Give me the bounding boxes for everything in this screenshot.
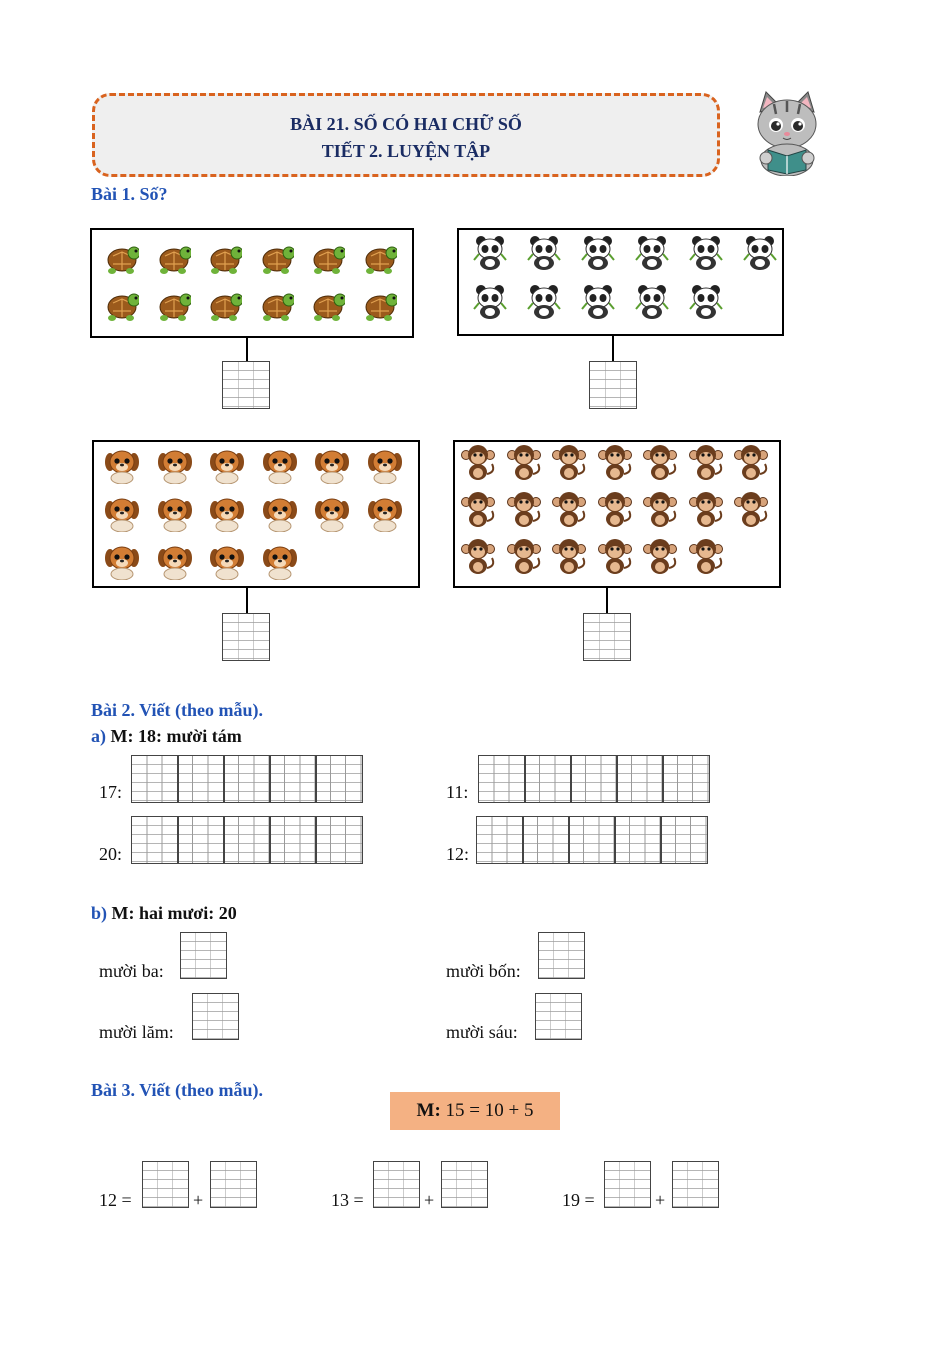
monkey-icon: [551, 538, 587, 574]
puppy-icon: [104, 496, 140, 532]
monkey-icon: [733, 491, 769, 527]
puppy-icon: [104, 544, 140, 580]
panda-icon: [580, 234, 616, 270]
monkey-icon: [460, 538, 496, 574]
turtle-group-box: [90, 228, 414, 338]
answer-cell-puppies[interactable]: [222, 613, 270, 661]
puppy-icon: [209, 496, 245, 532]
puppy-icon: [262, 496, 298, 532]
answer-cell-muoi-lam[interactable]: [192, 993, 239, 1040]
bai1-heading: Bài 1. Số?: [91, 184, 168, 204]
answer-cell-13-tens[interactable]: [373, 1161, 420, 1208]
bai3-model-box: M: 15 = 10 + 5: [390, 1092, 560, 1130]
monkey-icon: [642, 444, 678, 480]
puppy-icon: [262, 448, 298, 484]
monkey-group-box: [453, 440, 781, 588]
write-field-17[interactable]: [131, 755, 363, 803]
turtle-icon: [155, 240, 191, 276]
monkey-icon: [597, 538, 633, 574]
plus-sign: +: [655, 1190, 666, 1210]
bai2b-label-muoi-lam: mười lăm:: [99, 1022, 174, 1042]
answer-cell-muoi-sau[interactable]: [535, 993, 582, 1040]
bai2b-label-muoi-ba: mười ba:: [99, 961, 164, 981]
bai2a-label-17: 17:: [99, 782, 123, 802]
answer-cell-13-units[interactable]: [441, 1161, 488, 1208]
monkey-icon: [551, 444, 587, 480]
plus-sign: +: [424, 1190, 435, 1210]
turtle-icon: [309, 240, 345, 276]
monkey-icon: [551, 491, 587, 527]
turtle-icon: [103, 287, 139, 323]
monkey-icon: [597, 491, 633, 527]
bai2-heading: Bài 2. Viết (theo mẫu).: [91, 700, 263, 720]
panda-icon: [526, 283, 562, 319]
panda-icon: [634, 234, 670, 270]
write-field-12[interactable]: [476, 816, 708, 864]
bai2b-label-muoi-sau: mười sáu:: [446, 1022, 518, 1042]
answer-cell-turtles[interactable]: [222, 361, 270, 409]
puppy-icon: [157, 544, 193, 580]
panda-icon: [472, 234, 508, 270]
puppy-icon: [367, 496, 403, 532]
monkey-icon: [688, 444, 724, 480]
monkey-icon: [642, 491, 678, 527]
puppy-icon: [157, 496, 193, 532]
answer-cell-19-units[interactable]: [672, 1161, 719, 1208]
turtle-icon: [309, 287, 345, 323]
puppy-icon: [314, 448, 350, 484]
panda-icon: [526, 234, 562, 270]
puppy-icon: [209, 544, 245, 580]
lesson-subtitle: TIẾT 2. LUYỆN TẬP: [321, 141, 491, 161]
monkey-icon: [460, 444, 496, 480]
monkey-icon: [506, 538, 542, 574]
write-field-20[interactable]: [131, 816, 363, 864]
bai2b-model: b) M: hai mươi: 20: [91, 903, 237, 923]
turtle-icon: [206, 240, 242, 276]
turtle-icon: [361, 240, 397, 276]
monkey-icon: [506, 491, 542, 527]
puppy-icon: [209, 448, 245, 484]
puppy-icon: [262, 544, 298, 580]
bai3-label-13: 13 =: [331, 1190, 364, 1210]
monkey-icon: [688, 491, 724, 527]
answer-cell-pandas[interactable]: [589, 361, 637, 409]
answer-cell-muoi-ba[interactable]: [180, 932, 227, 979]
bai3-label-19: 19 =: [562, 1190, 595, 1210]
bai2b-label-muoi-bon: mười bốn:: [446, 961, 521, 981]
bai2a-label-11: 11:: [446, 782, 469, 802]
plus-sign: +: [193, 1190, 204, 1210]
puppy-icon: [314, 496, 350, 532]
answer-cell-19-tens[interactable]: [604, 1161, 651, 1208]
panda-group-box: [457, 228, 784, 336]
bai3-heading: Bài 3. Viết (theo mẫu).: [91, 1080, 263, 1100]
monkey-icon: [688, 538, 724, 574]
puppy-icon: [104, 448, 140, 484]
panda-icon: [688, 234, 724, 270]
panda-icon: [634, 283, 670, 319]
answer-cell-monkeys[interactable]: [583, 613, 631, 661]
write-field-11[interactable]: [478, 755, 710, 803]
monkey-icon: [642, 538, 678, 574]
panda-icon: [742, 234, 778, 270]
panda-icon: [472, 283, 508, 319]
panda-icon: [580, 283, 616, 319]
bai2a-model: a) M: 18: mười tám: [91, 726, 242, 746]
monkey-icon: [460, 491, 496, 527]
lesson-title-box: [92, 93, 720, 177]
turtle-icon: [258, 287, 294, 323]
puppy-icon: [157, 448, 193, 484]
answer-cell-12-units[interactable]: [210, 1161, 257, 1208]
turtle-icon: [103, 240, 139, 276]
puppy-group-box: [92, 440, 420, 588]
panda-icon: [688, 283, 724, 319]
turtle-icon: [155, 287, 191, 323]
bai2a-label-12: 12:: [446, 844, 470, 864]
turtle-icon: [361, 287, 397, 323]
turtle-icon: [206, 287, 242, 323]
bai3-label-12: 12 =: [99, 1190, 132, 1210]
monkey-icon: [506, 444, 542, 480]
answer-cell-muoi-bon[interactable]: [538, 932, 585, 979]
puppy-icon: [367, 448, 403, 484]
lesson-title: BÀI 21. SỐ CÓ HAI CHỮ SỐ: [290, 114, 522, 134]
cat-reading-book-icon: [748, 90, 826, 176]
monkey-icon: [733, 444, 769, 480]
answer-cell-12-tens[interactable]: [142, 1161, 189, 1208]
turtle-icon: [258, 240, 294, 276]
bai2a-label-20: 20:: [99, 844, 123, 864]
monkey-icon: [597, 444, 633, 480]
